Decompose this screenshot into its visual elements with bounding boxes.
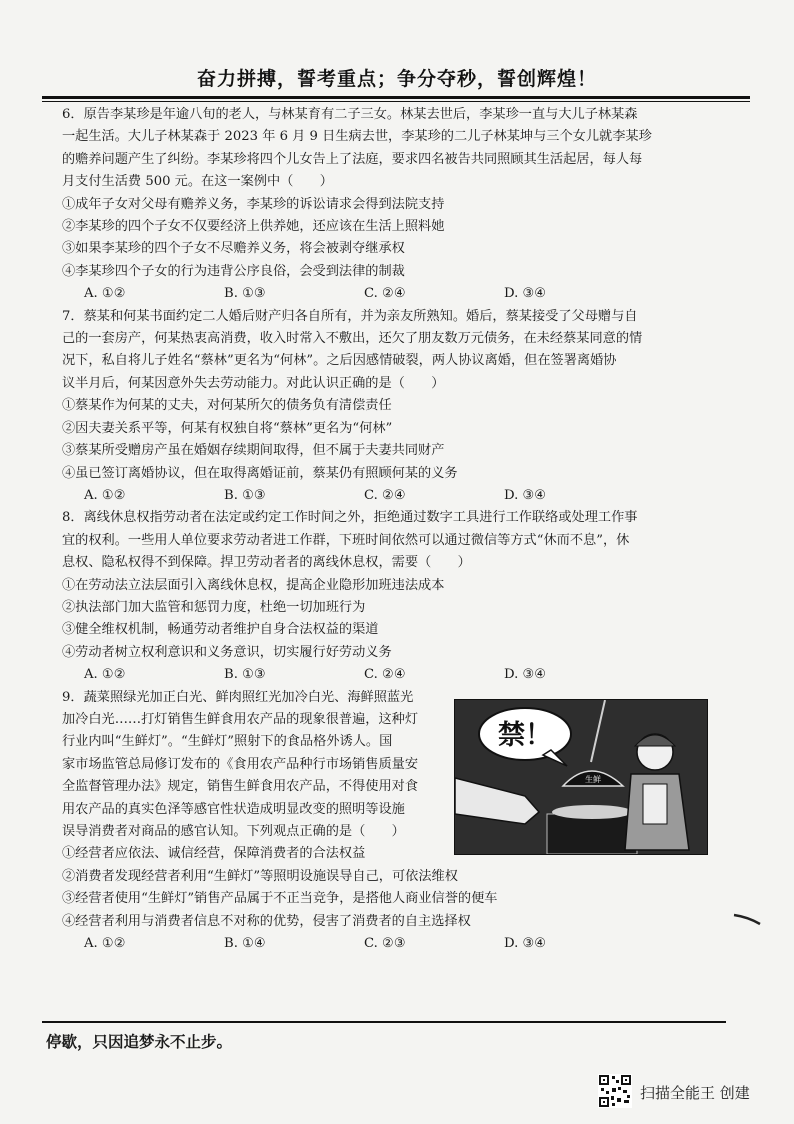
statement-option: ①蔡某作为何某的丈夫，对何某所欠的债务负有清偿责任 [62, 398, 392, 414]
question-stem-line: 7．蔡某和何某书面约定二人婚后财产归各自所有，并为亲友所熟知。婚后，蔡某接受了父母赠与自 [62, 308, 638, 324]
header-rule-thin [42, 101, 750, 102]
statement-option: ④经营者利用与消费者信息不对称的优势，侵害了消费者的自主选择权 [62, 913, 471, 929]
question-stem-line: 行业内叫“生鲜灯”。“生鲜灯”照射下的食品格外诱人。国 [62, 734, 393, 750]
choice-d[interactable]: D. ③④ [504, 667, 547, 683]
question-stem-line: 用农产品的真实色泽等感官性状造成明显改变的照明等设施 [62, 801, 405, 817]
choice-b[interactable]: B. ①③ [224, 667, 266, 683]
question-stem-line: 况下，私自将儿子姓名“蔡林”更名为“何林”。之后因感情破裂，两人协议离婚，但在签署离婚协 [62, 353, 617, 369]
lamp-label: 生鲜 [585, 774, 601, 784]
question-stem-line: 加冷白光……打灯销售生鲜食用农产品的现象很普遍，这种灯 [62, 711, 419, 727]
question-stem-line: 9．蔬菜照绿光加正白光、鲜肉照红光加冷白光、海鲜照蓝光 [62, 689, 414, 705]
statement-option: ①经营者应依法、诚信经营，保障消费者的合法权益 [62, 846, 366, 862]
question-stem-line: 全监督管理办法》规定，销售生鲜食用农产品，不得使用对食 [62, 779, 419, 795]
question-list [62, 104, 702, 955]
statement-option: ④劳动者树立权利意识和义务意识，切实履行好劳动义务 [62, 644, 392, 660]
question-stem-line: 8．离线休息权指劳动者在法定或约定工作时间之外，拒绝通过数字工具进行工作联络或处理工作事 [62, 510, 638, 526]
choice-c[interactable]: C. ②④ [364, 667, 406, 683]
statement-option: ②李某珍的四个子女不仅要经济上供养她，还应该在生活上照料她 [62, 219, 445, 235]
statement-option: ③健全维权机制，畅通劳动者维护自身合法权益的渠道 [62, 622, 379, 638]
question-stem-line: 误导消费者对商品的感官认知。下列观点正确的是（ ） [62, 824, 405, 839]
question-stem-line: 宜的权利。一些用人单位要求劳动者进工作群，下班时间依然可以通过微信等方式“休而不息”，休 [62, 532, 630, 548]
pen-stroke-mark [732, 912, 762, 926]
choice-b[interactable]: B. ①③ [224, 487, 266, 503]
answer-choices [62, 933, 702, 955]
question-9 [62, 687, 702, 956]
answer-choices [62, 283, 702, 305]
choice-b[interactable]: B. ①③ [224, 286, 266, 302]
question-stem-line: 家市场监管总局修订发布的《食用农产品种行市场销售质量安 [62, 756, 419, 772]
choice-a[interactable]: A. ①② [84, 667, 126, 683]
statement-option: ④李某珍四个子女的行为违背公序良俗，会受到法律的制裁 [62, 263, 405, 279]
choice-a[interactable]: A. ①② [84, 487, 126, 503]
question-stem-line: 己的一套房产，何某热衷高消费，收入时常入不敷出，还欠了朋友数万元债务，在未经蔡某同意的情 [62, 331, 643, 347]
page-motto: 奋力拼搏，誓考重点；争分夺秒，誓创辉煌！ [196, 68, 597, 90]
statement-option: ③蔡某所受赠房产虽在婚姻存续期间取得，但不属于夫妻共同财产 [62, 443, 445, 459]
question-stem-line: 的赡养问题产生了纠纷。李某珍将四个儿女告上了法庭，要求四名被告共同照顾其生活起居，每人每 [62, 151, 643, 167]
statement-option: ②消费者发现经营者利用“生鲜灯”等照明设施误导自己，可依法维权 [62, 868, 458, 884]
answer-choices [62, 664, 702, 686]
choice-a[interactable]: A. ①② [84, 286, 126, 302]
footer-rule [42, 1021, 726, 1023]
choice-c[interactable]: C. ②④ [364, 286, 406, 302]
choice-a[interactable]: A. ①② [84, 936, 126, 952]
choice-d[interactable]: D. ③④ [504, 936, 547, 952]
qr-code-icon [598, 1074, 632, 1108]
question-8 [62, 507, 702, 686]
choice-c[interactable]: C. ②④ [364, 487, 406, 503]
question-6 [62, 104, 702, 306]
statement-option: ②执法部门加大监管和惩罚力度，杜绝一切加班行为 [62, 599, 366, 615]
scanner-watermark: 扫描全能王 创建 [640, 1084, 750, 1102]
choice-d[interactable]: D. ③④ [504, 487, 547, 503]
choice-d[interactable]: D. ③④ [504, 286, 547, 302]
speech-text: 禁！ [498, 719, 552, 751]
statement-option: ①成年子女对父母有赡养义务，李某珍的诉讼请求会得到法院支持 [62, 196, 445, 212]
answer-choices [62, 485, 702, 507]
question-7 [62, 306, 702, 508]
header-rule [42, 96, 750, 99]
statement-option: ③如果李某珍的四个子女不尽赡养义务，将会被剥夺继承权 [62, 241, 405, 257]
question-stem-line: 议半月后，何某因意外失去劳动能力。对此认识正确的是（ ） [62, 375, 445, 391]
question-stem-line: 6．原告李某珍是年逾八旬的老人，与林某育有二子三女。林某去世后，李某珍一直与大儿子林某森 [62, 107, 638, 122]
footer-slogan: 停歇，只因追梦永不止步。 [46, 1033, 233, 1051]
statement-option: ②因夫妻关系平等，何某有权独自将“蔡林”更名为“何林” [62, 420, 393, 436]
choice-c[interactable]: C. ②③ [364, 936, 406, 952]
choice-b[interactable]: B. ①④ [224, 936, 266, 952]
statement-option: ④虽已签订离婚协议，但在取得离婚证前，蔡某仍有照顾何某的义务 [62, 465, 458, 481]
fresh-light-cartoon [454, 699, 708, 855]
question-stem-line: 一起生活。大儿子林某森于 2023 年 6 月 9 日生病去世，李某珍的二儿子林某坤与三个女儿就李某珍 [62, 129, 652, 145]
statement-option: ①在劳动法立法层面引入离线休息权，提高企业隐形加班违法成本 [62, 577, 445, 593]
statement-option: ③经营者使用“生鲜灯”销售产品属于不正当竞争，是搭他人商业信誉的便车 [62, 891, 498, 907]
question-stem-line: 息权、隐私权得不到保障。捍卫劳动者者的离线休息权，需要（ ） [62, 555, 471, 571]
cartoon-illustration [455, 700, 707, 854]
question-stem-line: 月支付生活费 500 元。在这一案例中（ ） [62, 174, 333, 190]
